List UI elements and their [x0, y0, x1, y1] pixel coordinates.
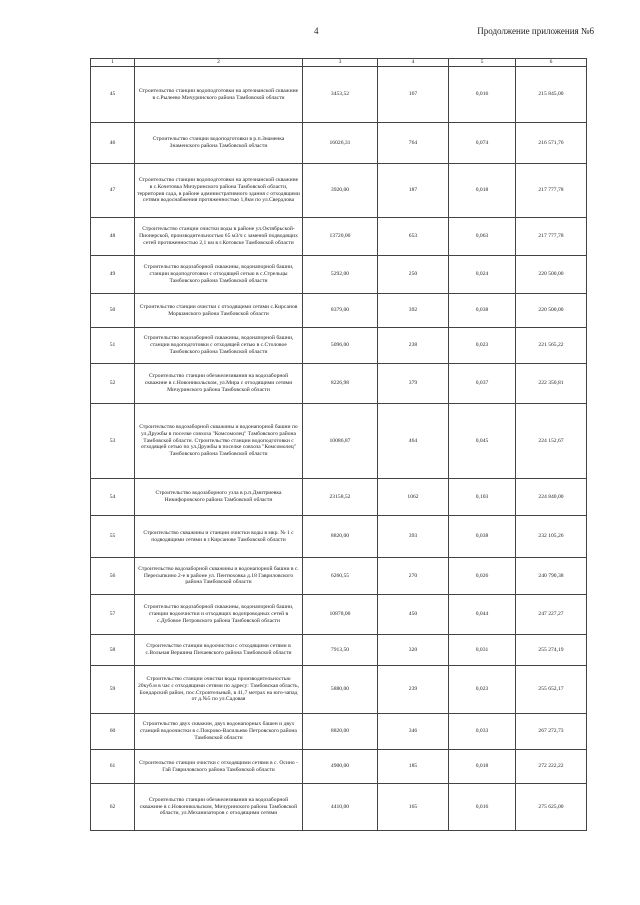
table-row — [91, 635, 587, 666]
column-number-header: 4 — [378, 59, 449, 67]
value-col3-cell: 4900,00 — [303, 750, 378, 784]
value-col5-cell: 0,018 — [449, 164, 516, 218]
row-number-cell: 45 — [91, 67, 135, 123]
row-number-cell: 59 — [91, 666, 135, 714]
appendix-continuation-label: Продолжение приложения №6 — [477, 26, 594, 36]
table-row — [91, 516, 587, 558]
table-row — [91, 328, 587, 364]
row-number-cell: 51 — [91, 328, 135, 364]
value-col6-cell: 217 777,78 — [516, 164, 587, 218]
value-col3-cell: 8226,98 — [303, 364, 378, 404]
table-row — [91, 364, 587, 404]
value-col4-cell: 270 — [378, 558, 449, 595]
page-number: 4 — [314, 26, 319, 36]
value-col6-cell: 216 571,76 — [516, 123, 587, 164]
value-col5-cell: 0,103 — [449, 479, 516, 516]
row-number-cell: 56 — [91, 558, 135, 595]
column-number-header: 5 — [449, 59, 516, 67]
value-col5-cell: 0,024 — [449, 256, 516, 294]
value-col4-cell: 239 — [378, 666, 449, 714]
value-col3-cell: 5880,00 — [303, 666, 378, 714]
value-col3-cell: 5096,00 — [303, 328, 378, 364]
table-row — [91, 256, 587, 294]
project-description-cell: Строительство водозаборной скважины, водонапорной башни, станции водоочистки и отходящих водопроводных сетей в с.Дубовое Петровского района Тамбовской области — [135, 595, 303, 635]
table-row — [91, 750, 587, 784]
value-col4-cell: 185 — [378, 750, 449, 784]
value-col3-cell: 13720,00 — [303, 218, 378, 256]
project-description-cell: Строительство станции обезжелезивания на водозаборной скважине в с.Новоникольском, ул.Мира с отходящими сетями Мичуринского района Тамбовской области — [135, 364, 303, 404]
table-row — [91, 218, 587, 256]
value-col3-cell: 8820,00 — [303, 714, 378, 750]
value-col4-cell: 464 — [378, 404, 449, 479]
value-col6-cell: 247 227,27 — [516, 595, 587, 635]
row-number-cell: 61 — [91, 750, 135, 784]
row-number-cell: 52 — [91, 364, 135, 404]
project-description-cell: Строительство станции обезжелезивания на водозаборной скважине в с.Новоникольском, Мичуринского района Тамбовской области, ул.Механизаторов с отходящими сетями — [135, 784, 303, 831]
value-col3-cell: 16026,31 — [303, 123, 378, 164]
table-row — [91, 123, 587, 164]
value-col3-cell: 8379,00 — [303, 294, 378, 328]
value-col4-cell: 764 — [378, 123, 449, 164]
row-number-cell: 55 — [91, 516, 135, 558]
value-col4-cell: 187 — [378, 164, 449, 218]
value-col3-cell: 4410,00 — [303, 784, 378, 831]
value-col3-cell: 23158,52 — [303, 479, 378, 516]
project-description-cell: Строительство двух скважин, двух водонапорных башен и двух станций водоочистки в с.Покрово-Васильево Петровского района Тамбовской области — [135, 714, 303, 750]
value-col4-cell: 346 — [378, 714, 449, 750]
row-number-cell: 54 — [91, 479, 135, 516]
table-row — [91, 558, 587, 595]
table-row — [91, 714, 587, 750]
project-description-cell: Строительство водозаборной скважины, водонапорной башни, станции водоподготовки с отходящей сетью в с.Столовое Тамбовского района Тамбовской области — [135, 328, 303, 364]
row-number-cell: 50 — [91, 294, 135, 328]
project-description-cell: Строительство водозаборной скважины и водонапорной башни в с. Пересыпкино 2-е в районе ул. Пентюховка д.18 Гавриловского района Тамбовской области — [135, 558, 303, 595]
table-row — [91, 479, 587, 516]
value-col5-cell: 0,018 — [449, 750, 516, 784]
table-row — [91, 595, 587, 635]
value-col5-cell: 0,038 — [449, 516, 516, 558]
column-number-header: 1 — [91, 59, 135, 67]
row-number-cell: 46 — [91, 123, 135, 164]
value-col4-cell: 392 — [378, 294, 449, 328]
value-col4-cell: 238 — [378, 328, 449, 364]
value-col6-cell: 272 222,22 — [516, 750, 587, 784]
value-col6-cell: 221 565,22 — [516, 328, 587, 364]
project-description-cell: Строительство станции водоподготовки на артезианской скважине в с.Кочетовка Мичуринского района Тамбовской области, территория сада, в районе административного здания с отходящими сетями водоснабжения протяженностью 1,8км по ул.Свердлова — [135, 164, 303, 218]
row-number-cell: 49 — [91, 256, 135, 294]
project-description-cell: Строительство станции очистки воды в районе ул.Октябрьской-Пионерской, производительностью 65 м3/ч с заменой подводящих сетей протяженностью 2,1 км в г.Котовске Тамбовской области — [135, 218, 303, 256]
row-number-cell: 58 — [91, 635, 135, 666]
value-col5-cell: 0,038 — [449, 294, 516, 328]
value-col6-cell: 267 272,73 — [516, 714, 587, 750]
value-col6-cell: 255 652,17 — [516, 666, 587, 714]
table-row — [91, 164, 587, 218]
value-col5-cell: 0,074 — [449, 123, 516, 164]
value-col3-cell: 10086,87 — [303, 404, 378, 479]
value-col3-cell: 3453,52 — [303, 67, 378, 123]
column-number-header: 3 — [303, 59, 378, 67]
value-col6-cell: 232 105,26 — [516, 516, 587, 558]
value-col5-cell: 0,016 — [449, 784, 516, 831]
value-col4-cell: 250 — [378, 256, 449, 294]
value-col5-cell: 0,044 — [449, 595, 516, 635]
value-col5-cell: 0,033 — [449, 714, 516, 750]
value-col6-cell: 220 500,00 — [516, 256, 587, 294]
project-description-cell: Строительство водозаборного узла в р.п.Дмитриевка Никифоровского района Тамбовской области — [135, 479, 303, 516]
value-col5-cell: 0,031 — [449, 635, 516, 666]
project-description-cell: Строительство водозаборной скважины и водонапорной башни по ул.Дружбы в поселке совхоза "Комсомолец" Тамбовского района Тамбовской области. Строительство станции водоподготовки с отходящей сетью по ул.Дружбы в поселке совхоза "Комсомолец" Тамбовского района Тамбовской области — [135, 404, 303, 479]
row-number-cell: 57 — [91, 595, 135, 635]
value-col3-cell: 7913,50 — [303, 635, 378, 666]
project-description-cell: Строительство водозаборной скважины, водонапорной башни, станции водоподготовки с отходящей сетью в с.Стрельцы Тамбовского района Тамбовской области — [135, 256, 303, 294]
value-col6-cell: 224 152,67 — [516, 404, 587, 479]
row-number-cell: 48 — [91, 218, 135, 256]
project-description-cell: Строительство станции водоподготовки на артезианской скважине в с.Рылеево Мичуринского района Тамбовской области — [135, 67, 303, 123]
table-row — [91, 784, 587, 831]
table-row — [91, 666, 587, 714]
project-description-cell: Строительство станции водоподготовки в р.п.Знаменка Знаменского района Тамбовской области — [135, 123, 303, 164]
column-number-row — [91, 59, 587, 67]
value-col5-cell: 0,016 — [449, 67, 516, 123]
value-col3-cell: 10878,00 — [303, 595, 378, 635]
value-col3-cell: 6260,55 — [303, 558, 378, 595]
table-row — [91, 294, 587, 328]
table-row — [91, 67, 587, 123]
value-col5-cell: 0,063 — [449, 218, 516, 256]
value-col3-cell: 3920,00 — [303, 164, 378, 218]
value-col6-cell: 215 845,00 — [516, 67, 587, 123]
value-col6-cell: 275 625,00 — [516, 784, 587, 831]
row-number-cell: 60 — [91, 714, 135, 750]
value-col6-cell: 240 790,38 — [516, 558, 587, 595]
value-col6-cell: 220 500,00 — [516, 294, 587, 328]
project-description-cell: Строительство скважины и станции очистки воды в мкр. № 1 с подводящими сетями в г.Кирсанове Тамбовской области — [135, 516, 303, 558]
value-col5-cell: 0,023 — [449, 328, 516, 364]
value-col4-cell: 165 — [378, 784, 449, 831]
project-description-cell: Строительство станции очистки воды производительностью 20куб.м в час с отходящими сетями по адресу: Тамбовская область, Бондарский район, пос.Строительный, в 41,7 метрах на юго-запад от д.№5 по ул.Садовая — [135, 666, 303, 714]
value-col5-cell: 0,037 — [449, 364, 516, 404]
value-col4-cell: 379 — [378, 364, 449, 404]
projects-table — [90, 58, 587, 831]
value-col6-cell: 224 840,00 — [516, 479, 587, 516]
project-description-cell: Строительство станции очистки с отходящими сетями в с. Осино - Гай Гавриловского района Тамбовской области — [135, 750, 303, 784]
value-col4-cell: 450 — [378, 595, 449, 635]
value-col4-cell: 653 — [378, 218, 449, 256]
row-number-cell: 47 — [91, 164, 135, 218]
column-number-header: 6 — [516, 59, 587, 67]
value-col5-cell: 0,026 — [449, 558, 516, 595]
row-number-cell: 53 — [91, 404, 135, 479]
project-description-cell: Строительство станции водоочистки с отходящими сетями в с.Вольная Вершина Пичаевского района Тамбовской области — [135, 635, 303, 666]
value-col4-cell: 320 — [378, 635, 449, 666]
value-col6-cell: 217 777,78 — [516, 218, 587, 256]
value-col4-cell: 393 — [378, 516, 449, 558]
value-col3-cell: 5292,00 — [303, 256, 378, 294]
value-col4-cell: 1062 — [378, 479, 449, 516]
project-description-cell: Строительство станции очистки с отходящими сетями с.Кирсанов Моршанского района Тамбовской области — [135, 294, 303, 328]
value-col5-cell: 0,023 — [449, 666, 516, 714]
value-col6-cell: 222 350,81 — [516, 364, 587, 404]
value-col3-cell: 8820,00 — [303, 516, 378, 558]
table-row — [91, 404, 587, 479]
value-col5-cell: 0,045 — [449, 404, 516, 479]
column-number-header: 2 — [135, 59, 303, 67]
row-number-cell: 62 — [91, 784, 135, 831]
value-col6-cell: 255 274,19 — [516, 635, 587, 666]
value-col4-cell: 167 — [378, 67, 449, 123]
